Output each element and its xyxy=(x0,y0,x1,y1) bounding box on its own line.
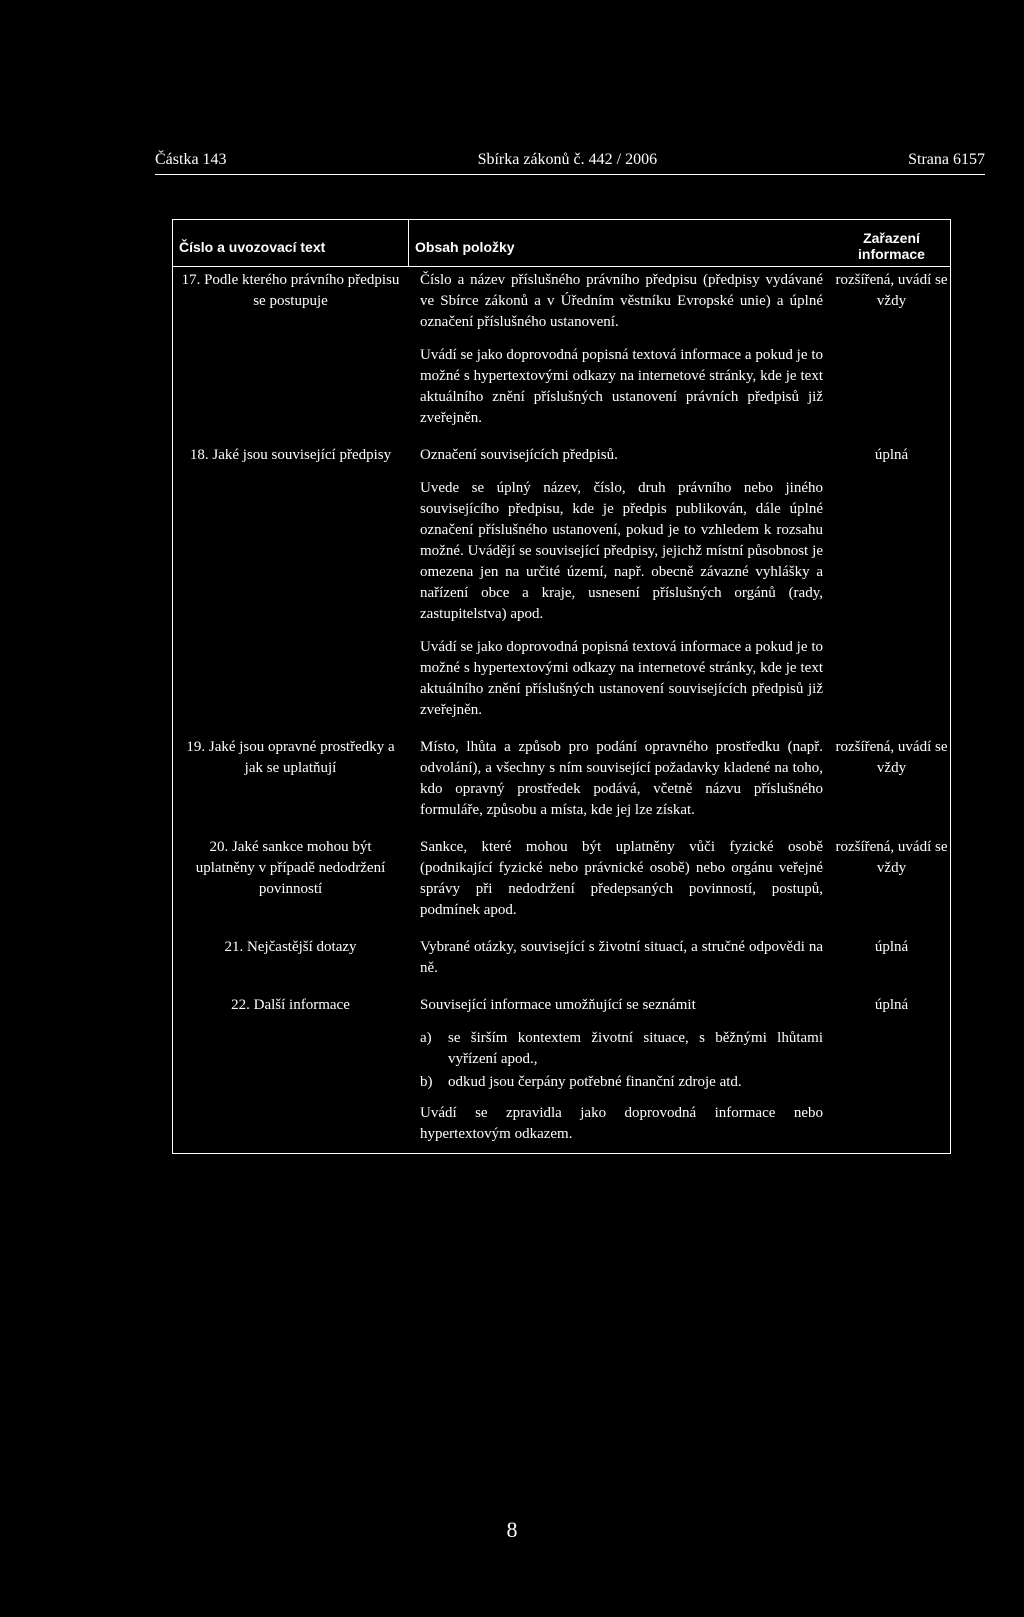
content-paragraph: Uvádí se jako doprovodná popisná textová informace a pokud je to možné s hypertextovými odkazy na internetové stránky, kde je text aktuálního znění příslušných ustanovení souvisejících předpisů již zveřejněn. xyxy=(420,639,823,718)
table-row xyxy=(173,441,950,733)
list-text: odkud jsou čerpány potřebné finanční zdroje atd. xyxy=(448,1074,742,1090)
content-paragraph: Uvádí se jako doprovodná popisná textová informace a pokud je to možné s hypertextovými odkazy na internetové stránky, kde je text aktuálního znění příslušných ustanovení právních předpisů již zveřejněn. xyxy=(420,347,823,426)
list-marker: b) xyxy=(420,1074,433,1090)
column-header-number: Číslo a uvozovací text xyxy=(179,239,326,255)
row-classification: rozšířená, uvádí se vždy xyxy=(835,839,948,876)
content-paragraph: Místo, lhůta a způsob pro podání opravného prostředku (např. odvolání), a všechny s ním související požadavky kladené na toho, kdo opravný prostředek podává, včetně názvu příslušného formuláře, způsobu a místa, kde jej lze získat. xyxy=(420,739,823,818)
row-classification: rozšířená, uvádí se vždy xyxy=(835,739,948,776)
content-paragraph: Číslo a název příslušného právního předpisu (předpisy vydávané ve Sbírce zákonů a v Úředním věstníku Evropské unie) a úplné označení příslušného ustanovení. xyxy=(420,272,823,330)
content-paragraph: Sankce, které mohou být uplatněny vůči fyzické osobě (podnikající fyzické nebo právnické osobě) nebo orgánu veřejné správy při nedodržení předepsaných povinností, postupů, podmínek apod. xyxy=(420,839,823,918)
row-number-text: 17. Podle kterého právního předpisu se postupuje xyxy=(181,272,400,309)
row-content xyxy=(408,270,833,441)
row-content xyxy=(408,837,833,933)
row-classification: úplná xyxy=(874,447,909,463)
row-content xyxy=(408,937,833,991)
row-content xyxy=(408,995,833,1145)
content-paragraph: Uvádí se zpravidla jako doprovodná informace nebo hypertextovým odkazem. xyxy=(420,1105,823,1142)
table-header xyxy=(173,220,950,267)
info-table xyxy=(172,219,951,1154)
table-row xyxy=(173,991,950,1153)
header-collection: Sbírka zákonů č. 442 / 2006 xyxy=(477,151,658,168)
content-list xyxy=(420,1028,823,1093)
table-row xyxy=(173,733,950,833)
row-classification: úplná xyxy=(874,997,909,1013)
row-number-text: 19. Jaké jsou opravné prostředky a jak se uplatňují xyxy=(186,739,395,776)
row-number-text: 21. Nejčastější dotazy xyxy=(224,939,357,955)
column-header-content: Obsah položky xyxy=(408,220,833,266)
row-number-text: 22. Další informace xyxy=(231,997,350,1013)
list-text: se širším kontextem životní situace, s běžnými lhůtami vyřízení apod., xyxy=(448,1030,823,1067)
column-header-classification: Zařazení informace xyxy=(858,230,925,262)
list-item xyxy=(420,1072,823,1093)
row-number-text: 20. Jaké sankce mohou být uplatněny v případě nedodržení povinností xyxy=(195,839,386,897)
list-marker: a) xyxy=(420,1030,432,1046)
row-content xyxy=(408,445,833,733)
content-paragraph: Související informace umožňující se seznámit xyxy=(420,997,696,1013)
row-content xyxy=(408,737,833,833)
row-number-text: 18. Jaké jsou související předpisy xyxy=(189,447,392,463)
content-paragraph: Uvede se úplný název, číslo, druh právního nebo jiného souvisejícího předpisu, kde je předpis publikován, dále úplné označení příslušného ustanovení, pokud je to vzhledem k rozsahu možné. Uvádějí se související předpisy, jejichž místní působnost je omezena jen na určité území, např. obecně závazné vyhlášky a nařízení obce a kraje, usnesení příslušných orgánů (rady, zastupitelstva) apod. xyxy=(420,480,823,622)
table-row xyxy=(173,933,950,991)
content-paragraph: Označení souvisejících předpisů. xyxy=(420,447,618,463)
row-classification: rozšířená, uvádí se vždy xyxy=(835,272,948,309)
table-row xyxy=(173,833,950,933)
list-item xyxy=(420,1028,823,1070)
page-header xyxy=(155,151,985,175)
page-number: 8 xyxy=(506,1517,518,1542)
table-row xyxy=(173,267,950,441)
header-part: Částka 143 xyxy=(155,151,227,168)
content-paragraph: Vybrané otázky, související s životní situací, a stručné odpovědi na ně. xyxy=(420,939,823,976)
row-classification: úplná xyxy=(874,939,909,955)
header-page: Strana 6157 xyxy=(908,151,985,168)
